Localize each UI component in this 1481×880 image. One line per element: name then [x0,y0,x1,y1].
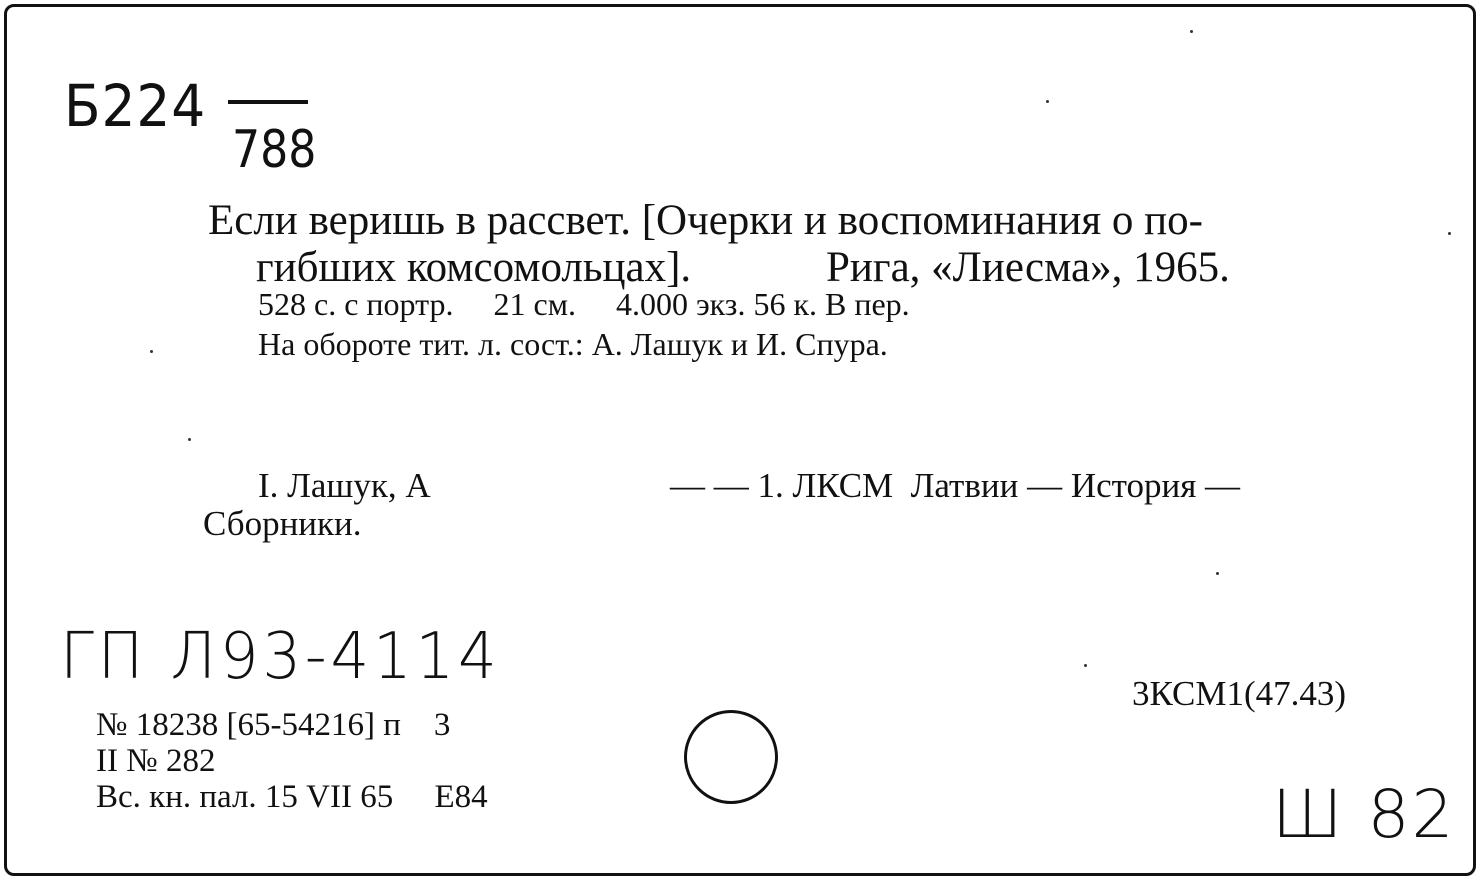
classification-mark: 3КСМ1(47.43) [1132,674,1346,713]
compiler-note: На обороте тит. л. сост.: А. Лашук и И. Спура. [258,326,888,362]
speck [150,350,153,353]
imprint-line-3: Вс. кн. пал. 15 VII 65 Е84 [96,779,488,815]
added-entry-author: I. Лашук, А [258,466,431,505]
publication-info: Рига, «Лиесма», 1965. [826,244,1230,291]
stamp-circle [684,710,778,804]
speck [1190,30,1193,33]
speck [1216,572,1219,575]
title-line-2: гибших комсомольцах]. [256,244,692,291]
speck [188,438,191,441]
speck [1084,664,1087,667]
imprint-line-2: II № 282 [96,743,216,779]
acquisition-number: ГП Л93-4114 [60,620,501,694]
subject-heading: — — 1. ЛКСМ Латвии — История — [670,466,1241,505]
shelfmark-fraction-line [228,100,308,104]
physical-description: 528 с. с портр. 21 см. 4.000 экз. 56 к. В пер. [258,286,910,322]
title-line-1: Если веришь в рассвет. [Очерки и воспоминания о по- [208,197,1204,244]
added-entry-form: Сборники. [203,504,362,543]
shelfmark-denominator: 788 [232,120,317,180]
author-mark: Ш 82 [1272,776,1456,853]
speck [1046,100,1049,103]
imprint-line-1: № 18238 [65-54216] п 3 [96,707,451,743]
shelfmark-numerator: Б224 [64,72,207,140]
speck [1448,232,1451,235]
